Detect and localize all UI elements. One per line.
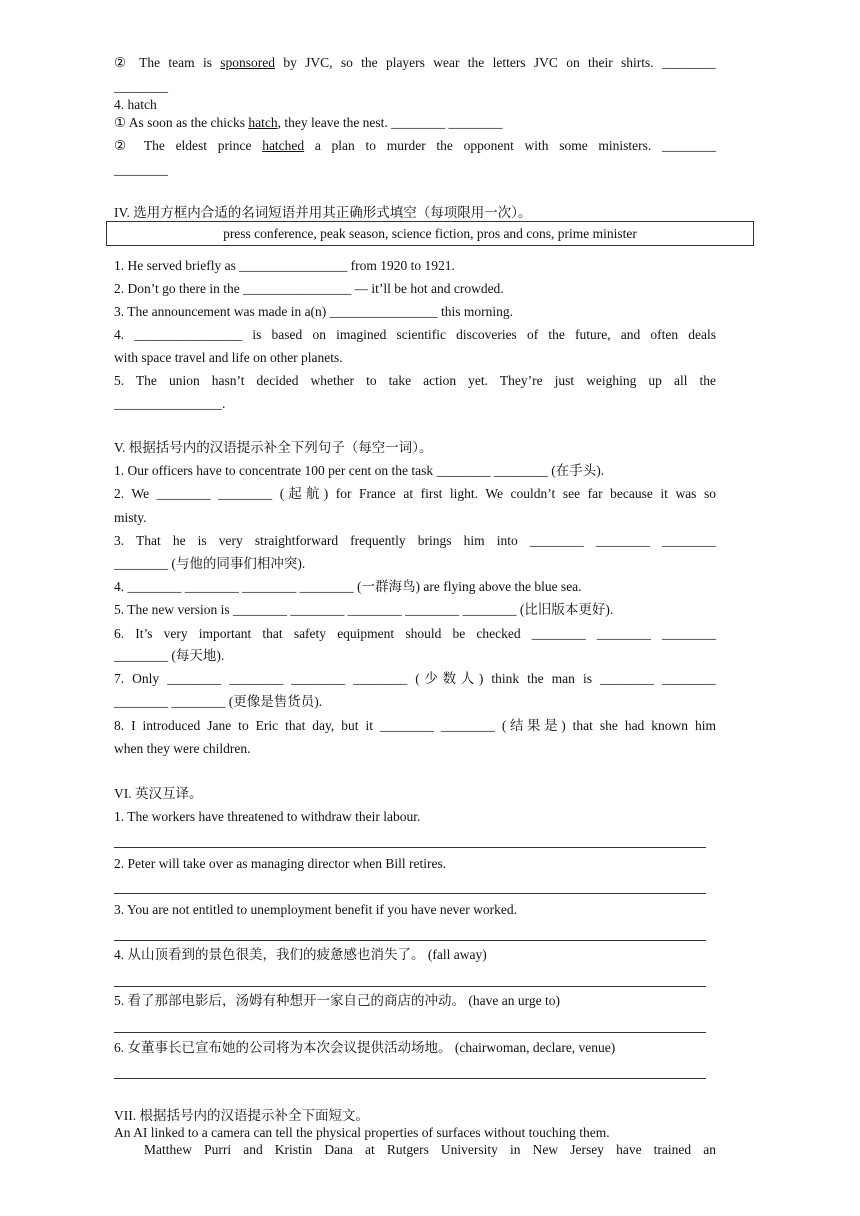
keyword-hatched: hatched xyxy=(262,138,305,153)
item-4-hatch-b: ② The eldest prince hatched a plan to murder the opponent with some ministers. ________ xyxy=(114,138,716,153)
answer-line-1 xyxy=(114,847,706,848)
s4-item-4: 4. ________________ is based on imagined scientific discoveries of the future, and often deals xyxy=(114,327,716,342)
s5-item-2: 2. We ________ ________ (起航) for France at first light. We couldn’t see far because it was so xyxy=(114,486,716,501)
s5-item-8: 8. I introduced Jane to Eric that day, but it ________ ________ (结果是) that she had known him xyxy=(114,718,716,733)
s5-item-8-cont: when they were children. xyxy=(114,741,251,756)
s4-item-5: 5. The union hasn’t decided whether to take action yet. They’re just weighing up all the xyxy=(114,373,716,388)
s4-item-5-cont: ________________. xyxy=(114,396,226,411)
s5-item-5: 5. The new version is ________ ________ ________ ________ ________ (比旧版本更好). xyxy=(114,602,614,617)
s5-item-2-cont: misty. xyxy=(114,510,147,525)
s4-item-1: 1. He served briefly as ________________ from 1920 to 1921. xyxy=(114,258,455,273)
s6-item-1: 1. The workers have threatened to withdraw their labour. xyxy=(114,809,421,824)
section-4-heading: IV. 选用方框内合适的名词短语并用其正确形式填空（每项限用一次）。 xyxy=(114,205,532,220)
answer-line-3 xyxy=(114,940,706,941)
s7-line-2: Matthew Purri and Kristin Dana at Rutgers University in New Jersey have trained an xyxy=(144,1142,716,1157)
s5-item-1: 1. Our officers have to concentrate 100 per cent on the task ________ ________ (在手头). xyxy=(114,463,605,478)
s5-item-6-cont: ________ (每天地). xyxy=(114,648,225,663)
s5-item-6: 6. It’s very important that safety equipment should be checked ________ ________ ________ xyxy=(114,626,716,641)
s6-item-5: 5. 看了那部电影后，汤姆有种想开一家自己的商店的冲动。 (have an urge to) xyxy=(114,993,560,1008)
item-4-blank-cont: ________ xyxy=(114,162,168,177)
item-2-sponsored: ② The team is sponsored by JVC, so the players wear the letters JVC on their shirts. ________ xyxy=(114,55,716,70)
item-4-hatch-a: ① As soon as the chicks hatch, they leave the nest. ________ ________ xyxy=(114,115,503,130)
s6-item-4: 4. 从山顶看到的景色很美，我们的疲惫感也消失了。 (fall away) xyxy=(114,947,487,962)
s7-line-1: An AI linked to a camera can tell the physical properties of surfaces without touching them. xyxy=(114,1125,610,1140)
s4-item-2: 2. Don’t go there in the ________________ — it’ll be hot and crowded. xyxy=(114,281,504,296)
s6-item-3: 3. You are not entitled to unemployment benefit if you have never worked. xyxy=(114,902,518,917)
answer-line-5 xyxy=(114,1032,706,1033)
keyword-sponsored: sponsored xyxy=(220,55,276,70)
section-5-heading: V. 根据括号内的汉语提示补全下列句子（每空一词）。 xyxy=(114,440,433,455)
s4-item-3: 3. The announcement was made in a(n) ________________ this morning. xyxy=(114,304,514,319)
s5-item-3: 3. That he is very straightforward frequently brings him into ________ ________ ________ xyxy=(114,533,716,548)
s6-item-2: 2. Peter will take over as managing director when Bill retires. xyxy=(114,856,447,871)
section-7-heading: VII. 根据括号内的汉语提示补全下面短文。 xyxy=(114,1108,369,1123)
item-2-blank-cont: ________ xyxy=(114,79,168,94)
s5-item-4: 4. ________ ________ ________ ________ (一群海鸟) are flying above the blue sea. xyxy=(114,579,582,594)
s6-item-6: 6. 女董事长已宣布她的公司将为本次会议提供活动场地。 (chairwoman, declare, venue) xyxy=(114,1040,616,1055)
word-box: press conference, peak season, science fiction, pros and cons, prime minister xyxy=(106,221,754,246)
s5-item-7: 7. Only ________ ________ ________ ________ (少数人) think the man is ________ ________ xyxy=(114,671,716,686)
item-4-title: 4. hatch xyxy=(114,97,157,112)
answer-line-4 xyxy=(114,986,706,987)
answer-line-6 xyxy=(114,1078,706,1079)
keyword-hatch: hatch xyxy=(248,115,278,130)
s5-item-7-cont: ________ ________ (更像是售货员). xyxy=(114,694,323,709)
section-6-heading: VI. 英汉互译。 xyxy=(114,786,203,801)
answer-line-2 xyxy=(114,893,706,894)
s4-item-4-cont: with space travel and life on other planets. xyxy=(114,350,343,365)
s5-item-3-cont: ________ (与他的同事们相冲突). xyxy=(114,556,306,571)
